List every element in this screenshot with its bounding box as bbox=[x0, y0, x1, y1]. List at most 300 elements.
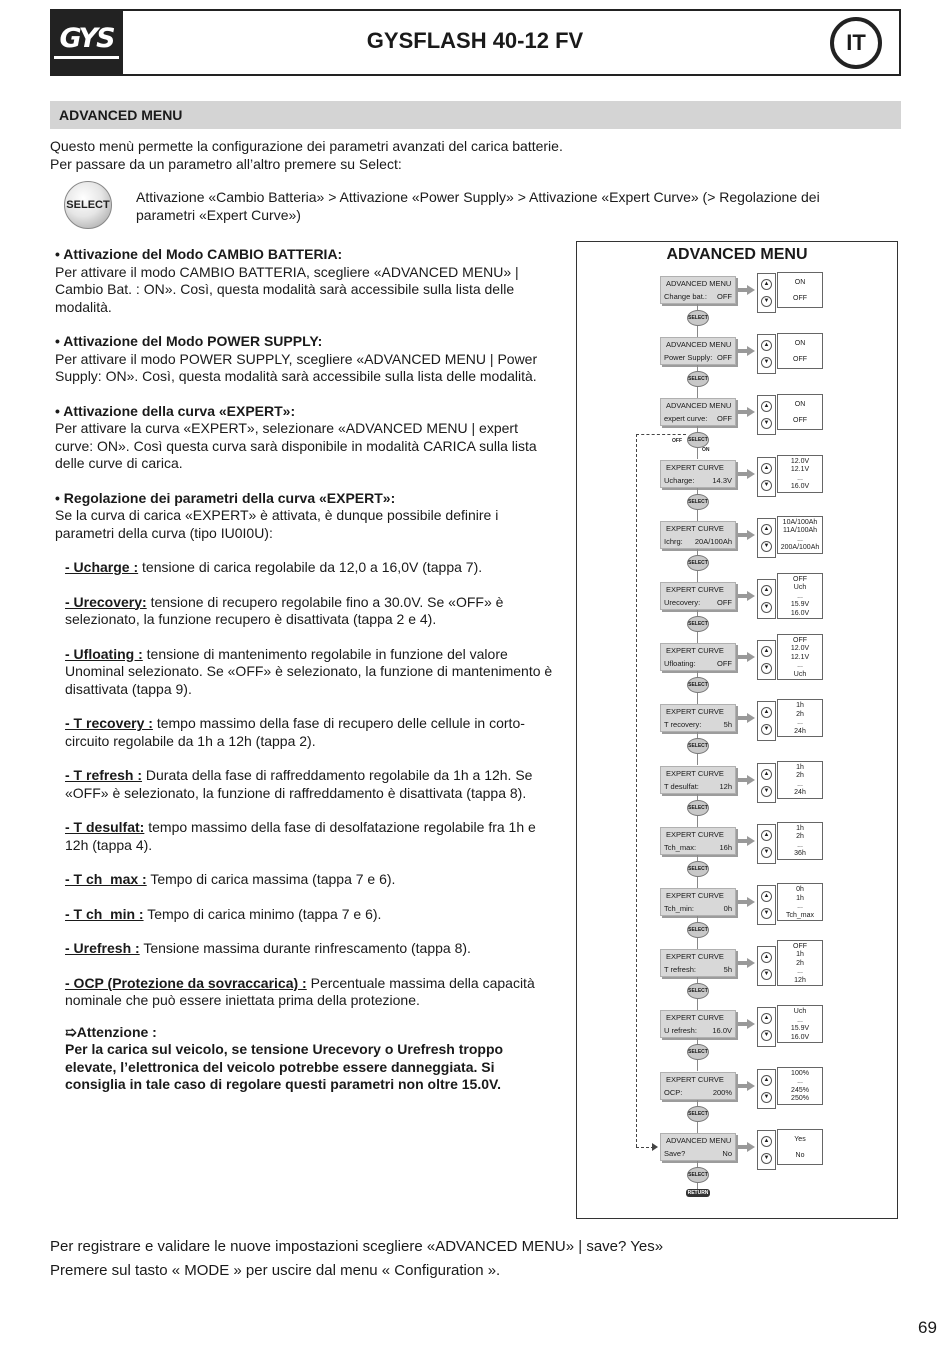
options-box bbox=[777, 822, 823, 860]
language-badge: IT bbox=[830, 17, 882, 69]
lcd-header: EXPERT CURVE bbox=[666, 952, 724, 962]
option-value: Uch bbox=[793, 670, 807, 678]
flow-connector bbox=[697, 571, 698, 582]
param-description: Tempo di carica massima (tappa 7 e 6). bbox=[146, 871, 396, 887]
page-title: GYSFLASH 40-12 FV bbox=[366, 28, 584, 53]
right-arrow-icon bbox=[747, 775, 755, 785]
options-box bbox=[777, 883, 823, 921]
param-term: - T refresh : bbox=[65, 767, 143, 783]
footer-line-2: Premere sul tasto « MODE » per uscire dal menu « Configuration ». bbox=[50, 1262, 501, 1279]
lcd-row bbox=[664, 290, 732, 303]
options-box bbox=[777, 699, 823, 737]
lcd-screen bbox=[660, 643, 736, 671]
lcd-value: 5h bbox=[723, 965, 732, 975]
advanced-menu-diagram bbox=[576, 241, 898, 1219]
option-value: 100% bbox=[791, 1069, 809, 1077]
option-value: 16.0V bbox=[790, 609, 810, 617]
param-item bbox=[55, 646, 555, 699]
lcd-label: Ichrg: bbox=[664, 536, 683, 546]
left-column bbox=[55, 246, 555, 1094]
param-description: Percentuale massima della capacità nominale che può essere iniettata prima della protezione. bbox=[65, 974, 535, 1008]
option-value: 1h bbox=[796, 763, 804, 771]
lcd-row bbox=[664, 535, 732, 548]
lcd-row bbox=[664, 1086, 732, 1099]
right-arrow-icon bbox=[747, 1142, 755, 1152]
up-arrow-icon: ▲ bbox=[761, 463, 772, 474]
flow-connector bbox=[697, 632, 698, 643]
option-value: Yes bbox=[794, 1135, 806, 1143]
lcd-value: 16.0V bbox=[712, 1026, 732, 1036]
flow-connector bbox=[697, 693, 698, 704]
up-down-buttons bbox=[757, 395, 776, 435]
option-value: 245% bbox=[791, 1086, 809, 1094]
lcd-header: EXPERT CURVE bbox=[666, 462, 724, 472]
bypass-dashed-line bbox=[636, 434, 637, 1146]
flow-connector bbox=[697, 326, 698, 337]
select-step-icon: SELECT bbox=[687, 371, 709, 387]
right-arrow-icon bbox=[747, 285, 755, 295]
lcd-header: ADVANCED MENU bbox=[666, 1135, 732, 1145]
flow-connector bbox=[697, 510, 698, 521]
option-value: ON bbox=[794, 401, 806, 409]
param-description: Tempo di carica minimo (tappa 7 e 6). bbox=[143, 905, 382, 922]
option-value: OFF bbox=[793, 636, 807, 644]
flow-connector bbox=[697, 794, 698, 800]
option-value: OFF bbox=[793, 942, 807, 950]
right-arrow-icon bbox=[747, 1019, 755, 1029]
option-value: 15.9V bbox=[790, 601, 810, 609]
option-value: 16.0V bbox=[790, 1033, 810, 1041]
lcd-screen bbox=[660, 1072, 736, 1100]
option-value: 200A/100Ah bbox=[780, 544, 820, 552]
param-term: - Ufloating : bbox=[65, 645, 143, 662]
lcd-label: Save? bbox=[664, 1148, 686, 1158]
option-value: ... bbox=[797, 780, 803, 788]
lcd-label: Tch_min: bbox=[664, 904, 695, 913]
down-arrow-icon: ▼ bbox=[761, 1092, 772, 1103]
lcd-row bbox=[664, 1024, 732, 1037]
option-value: No bbox=[795, 1151, 805, 1159]
lcd-value: OFF bbox=[717, 292, 732, 301]
select-step-icon: SELECT bbox=[687, 1106, 709, 1122]
lcd-value: 200% bbox=[712, 1087, 732, 1097]
option-value: 1h bbox=[796, 894, 804, 902]
down-arrow-icon: ▼ bbox=[761, 847, 772, 858]
up-arrow-icon: ▲ bbox=[761, 1075, 772, 1086]
right-arrow-icon bbox=[747, 836, 755, 846]
param-term: - OCP (Protezione da sovraccarica) : bbox=[65, 974, 307, 991]
param-item bbox=[55, 819, 555, 854]
expert-curve-text: Per attivare la curva «EXPERT», selezionare «ADVANCED MENU | expert curve: ON». Così questa curva sarà disponibile in modalità CARICA sulla lista delle curve di carica. bbox=[55, 420, 537, 471]
down-arrow-icon: ▼ bbox=[761, 602, 772, 613]
options-box bbox=[777, 394, 823, 430]
lcd-row bbox=[664, 902, 732, 915]
option-value: Uch bbox=[793, 1008, 807, 1016]
lcd-header: ADVANCED MENU bbox=[666, 340, 732, 350]
right-arrow-icon bbox=[747, 713, 755, 723]
mode-battery-title: • Attivazione del Modo CAMBIO BATTERIA: bbox=[55, 246, 343, 262]
right-arrow-icon bbox=[747, 897, 755, 907]
option-value: 16.0V bbox=[790, 483, 810, 491]
lcd-header: ADVANCED MENU bbox=[666, 401, 732, 411]
lcd-value: OFF bbox=[717, 659, 732, 669]
select-step-icon: SELECT bbox=[687, 494, 709, 510]
flow-connector bbox=[697, 448, 698, 459]
options-box bbox=[777, 1067, 823, 1105]
diagram-title: ADVANCED MENU bbox=[666, 246, 808, 263]
lcd-value: OFF bbox=[717, 414, 732, 424]
lcd-header: EXPERT CURVE bbox=[666, 585, 724, 594]
param-term: - Ucharge : bbox=[65, 559, 139, 575]
param-term: - T ch_max : bbox=[65, 871, 147, 887]
option-value: 1h bbox=[796, 702, 804, 710]
lcd-screen bbox=[660, 398, 736, 426]
lcd-header: EXPERT CURVE bbox=[666, 829, 724, 839]
option-value: 12.0V bbox=[790, 645, 810, 653]
lcd-label: T recovery: bbox=[664, 720, 702, 730]
option-value: 1h bbox=[796, 824, 804, 832]
param-item bbox=[55, 906, 555, 924]
intro-line-1: Questo menù permette la configurazione dei parametri avanzati del carica batterie. bbox=[50, 138, 563, 154]
option-value: 12h bbox=[794, 976, 806, 984]
right-arrow-icon bbox=[747, 652, 755, 662]
down-arrow-icon: ▼ bbox=[761, 1030, 772, 1041]
down-arrow-icon: ▼ bbox=[761, 969, 772, 980]
option-value: OFF bbox=[793, 356, 807, 364]
lcd-value: 16h bbox=[719, 842, 732, 852]
up-down-buttons bbox=[757, 273, 776, 313]
option-value: Tch_max bbox=[785, 911, 814, 919]
options-box bbox=[777, 573, 823, 620]
option-value: 12.0V bbox=[790, 457, 810, 465]
select-step-icon: SELECT bbox=[687, 983, 709, 999]
up-down-buttons bbox=[757, 763, 776, 803]
flow-connector bbox=[697, 855, 698, 861]
up-arrow-icon: ▲ bbox=[761, 830, 772, 841]
lcd-row bbox=[664, 474, 732, 487]
option-value: OFF bbox=[793, 295, 807, 302]
option-value: ... bbox=[797, 662, 803, 670]
select-step-icon: SELECT bbox=[687, 677, 709, 693]
lcd-screen bbox=[660, 827, 736, 855]
option-value: ... bbox=[797, 535, 803, 543]
up-arrow-icon: ▲ bbox=[761, 891, 772, 902]
up-down-buttons bbox=[757, 885, 776, 925]
warning-text: Per la carica sul veicolo, se tensione Urecevory o Urefresh troppo elevate, l’elettronica del veicolo potrebbe essere danneggiata. Si consiglia in tale caso di regolare questi parametri non oltre 15.0V. bbox=[65, 1041, 504, 1092]
right-arrow-icon bbox=[747, 1081, 755, 1091]
param-description: tempo massimo della fase di recupero delle cellule in corto-circuito regolabile da 1h a 12h (tappa 2). bbox=[65, 715, 525, 749]
lcd-label: T desulfat: bbox=[664, 781, 699, 791]
lcd-header: ADVANCED MENU bbox=[666, 279, 732, 288]
option-value: 2h bbox=[796, 833, 804, 841]
down-arrow-icon: ▼ bbox=[761, 480, 772, 491]
option-value: Uch bbox=[793, 584, 807, 592]
down-arrow-icon: ▼ bbox=[761, 418, 772, 429]
lcd-value: OFF bbox=[717, 353, 732, 363]
option-value: OFF bbox=[793, 575, 807, 583]
lcd-label: Ucharge: bbox=[664, 475, 695, 485]
off-branch-label: OFF bbox=[672, 438, 682, 445]
lcd-header: EXPERT CURVE bbox=[666, 768, 724, 778]
down-arrow-icon: ▼ bbox=[761, 724, 772, 735]
select-step-icon: SELECT bbox=[687, 1044, 709, 1060]
lcd-label: U refresh: bbox=[664, 1026, 697, 1036]
option-value: 12.1V bbox=[790, 653, 810, 661]
down-arrow-icon: ▼ bbox=[761, 908, 772, 919]
up-down-buttons bbox=[757, 457, 776, 497]
option-value: ... bbox=[797, 968, 803, 976]
option-value: 2h bbox=[796, 772, 804, 780]
param-description: Tensione massima durante rinfrescamento (tappa 8). bbox=[139, 940, 471, 956]
options-box bbox=[777, 333, 823, 369]
right-arrow-icon bbox=[747, 591, 755, 601]
select-step-icon: SELECT bbox=[687, 432, 709, 448]
lcd-screen bbox=[660, 1010, 736, 1038]
lcd-screen bbox=[660, 337, 736, 365]
section-title: ADVANCED MENU bbox=[59, 107, 183, 123]
options-box bbox=[777, 634, 823, 681]
up-arrow-icon: ▲ bbox=[761, 524, 772, 535]
option-value: 36h bbox=[794, 850, 806, 858]
lcd-value: OFF bbox=[717, 598, 732, 607]
right-arrow-icon bbox=[652, 1143, 658, 1151]
warning-title: ➯Attenzione : bbox=[65, 1023, 157, 1040]
lcd-row bbox=[664, 412, 732, 425]
lcd-value: No bbox=[722, 1148, 732, 1158]
right-arrow-icon bbox=[747, 958, 755, 968]
up-down-buttons bbox=[757, 946, 776, 986]
up-down-buttons bbox=[757, 1069, 776, 1109]
param-item bbox=[55, 594, 555, 629]
lcd-row bbox=[664, 351, 732, 364]
option-value: 2h bbox=[796, 710, 804, 718]
lcd-screen bbox=[660, 582, 736, 610]
param-term: - T ch_min : bbox=[65, 905, 144, 922]
right-arrow-icon bbox=[747, 346, 755, 356]
lcd-label: Change bat.: bbox=[664, 292, 707, 301]
up-arrow-icon: ▲ bbox=[761, 1136, 772, 1147]
down-arrow-icon: ▼ bbox=[761, 1153, 772, 1164]
param-description: tensione di recupero regolabile fino a 30.0V. Se «OFF» è selezionato, la funzione recupero è disattivata (tappa 2 e 4). bbox=[65, 593, 504, 627]
option-value: ... bbox=[797, 841, 803, 849]
expert-params-title: • Regolazione dei parametri della curva «EXPERT»: bbox=[55, 489, 396, 506]
up-arrow-icon: ▲ bbox=[761, 952, 772, 963]
lcd-value: 14.3V bbox=[712, 475, 732, 485]
option-value: ... bbox=[797, 1016, 803, 1024]
up-arrow-icon: ▲ bbox=[761, 646, 772, 657]
mode-power-title: • Attivazione del Modo POWER SUPPLY: bbox=[55, 333, 323, 349]
select-step-icon: SELECT bbox=[687, 800, 709, 816]
logo-text: GYS bbox=[59, 23, 114, 54]
select-step-icon: SELECT bbox=[687, 616, 709, 632]
flow-connector bbox=[697, 488, 698, 494]
return-button-icon: RETURN bbox=[687, 1189, 709, 1196]
option-value: ... bbox=[797, 474, 803, 482]
option-value: 24h bbox=[794, 789, 806, 797]
option-value: 250% bbox=[791, 1095, 809, 1103]
flow-connector bbox=[697, 1161, 698, 1167]
option-value: ... bbox=[797, 903, 803, 910]
option-value: ON bbox=[794, 279, 806, 286]
page-number: 69 bbox=[918, 1318, 937, 1337]
param-term: - Urecovery: bbox=[65, 593, 147, 610]
up-arrow-icon: ▲ bbox=[761, 585, 772, 596]
lcd-label: Urecovery: bbox=[664, 598, 701, 607]
up-arrow-icon: ▲ bbox=[761, 279, 772, 290]
expert-curve-title: • Attivazione della curva «EXPERT»: bbox=[55, 402, 296, 419]
param-description: Durata della fase di raffreddamento regolabile da 1h a 12h. Se «OFF» è selezionato, la funzione di raffreddamento è disattivata (tappa 8). bbox=[65, 767, 533, 801]
down-arrow-icon: ▼ bbox=[761, 663, 772, 674]
lcd-header: EXPERT CURVE bbox=[666, 646, 724, 656]
up-down-buttons bbox=[757, 701, 776, 741]
lcd-row bbox=[664, 596, 732, 609]
expert-params-text: Se la curva di carica «EXPERT» è attivata, è dunque possibile definire i parametri della curva (tipo IU0I0U): bbox=[55, 507, 499, 541]
param-list bbox=[55, 559, 555, 1010]
footer-line-1: Per registrare e validare le nuove impostazioni scegliere «ADVANCED MENU» | save? Yes» bbox=[50, 1238, 664, 1255]
down-arrow-icon: ▼ bbox=[761, 541, 772, 552]
up-down-buttons bbox=[757, 824, 776, 864]
lcd-header: EXPERT CURVE bbox=[666, 523, 724, 533]
lcd-screen bbox=[660, 888, 736, 916]
flow-connector bbox=[697, 754, 698, 765]
up-down-buttons bbox=[757, 1007, 776, 1047]
lcd-screen bbox=[660, 521, 736, 549]
param-description: tempo massimo della fase di desolfatazione regolabile fra 1h e 12h (tappa 4). bbox=[65, 819, 536, 853]
lcd-screen bbox=[660, 949, 736, 977]
logo-bar bbox=[54, 56, 119, 59]
lcd-label: Power Supply: bbox=[664, 353, 713, 363]
flow-connector bbox=[697, 999, 698, 1010]
lcd-header: EXPERT CURVE bbox=[666, 1074, 724, 1084]
select-step-icon: SELECT bbox=[687, 861, 709, 877]
lcd-row bbox=[664, 963, 732, 976]
options-box bbox=[777, 1005, 823, 1043]
lcd-label: Ufloating: bbox=[664, 659, 696, 669]
lcd-screen bbox=[660, 766, 736, 794]
option-value: 0h bbox=[796, 886, 804, 893]
on-branch-label: ON bbox=[702, 447, 710, 454]
intro-line-2: Per passare da un parametro all’altro premere su Select: bbox=[50, 156, 402, 172]
flow-connector bbox=[697, 1183, 698, 1189]
up-down-buttons bbox=[757, 579, 776, 619]
option-value: ON bbox=[794, 340, 806, 348]
right-arrow-icon bbox=[747, 469, 755, 479]
up-arrow-icon: ▲ bbox=[761, 769, 772, 780]
lcd-value: 20A/100Ah bbox=[694, 536, 732, 546]
mode-battery-text: Per attivare il modo CAMBIO BATTERIA, scegliere «ADVANCED MENU» | Cambio Bat. : ON». Così, questa modalità sarà accessibile sulla lista delle modalità. bbox=[55, 263, 519, 315]
lcd-row bbox=[664, 780, 732, 793]
right-arrow-icon bbox=[747, 530, 755, 540]
lcd-label: OCP: bbox=[664, 1087, 683, 1097]
lcd-header: EXPERT CURVE bbox=[666, 1013, 724, 1023]
lcd-screen bbox=[660, 276, 736, 304]
option-value: 10A/100Ah bbox=[782, 518, 818, 526]
options-box bbox=[777, 940, 823, 987]
option-value: 12.1V bbox=[790, 466, 810, 474]
flow-connector bbox=[697, 1060, 698, 1071]
select-step-icon: SELECT bbox=[687, 738, 709, 754]
lcd-screen bbox=[660, 704, 736, 732]
option-value: OFF bbox=[793, 417, 807, 425]
lcd-row bbox=[664, 841, 732, 854]
param-description: tensione di mantenimento regolabile in funzione del valore Unominal selezionato. Se «OFF» è selezionato, la funzione di mantenimento è disattivata (tappa 9). bbox=[65, 645, 553, 697]
up-down-buttons bbox=[757, 334, 776, 374]
select-step-icon: SELECT bbox=[687, 555, 709, 571]
param-item bbox=[55, 559, 555, 577]
up-arrow-icon: ▲ bbox=[761, 401, 772, 412]
param-item bbox=[55, 871, 555, 889]
right-arrow-icon bbox=[747, 407, 755, 417]
up-arrow-icon: ▲ bbox=[761, 707, 772, 718]
menu-sequence: Attivazione «Cambio Batteria» > Attivazione «Power Supply» > Attivazione «Expert Curve» (> Regolazione dei parametri «Expert Curve») bbox=[136, 189, 820, 223]
lcd-row bbox=[664, 657, 732, 670]
lcd-label: Tch_max: bbox=[664, 842, 697, 852]
option-value: ... bbox=[797, 719, 803, 727]
flow-connector bbox=[697, 938, 698, 949]
flow-connector bbox=[697, 877, 698, 888]
options-box bbox=[777, 1129, 823, 1165]
select-step-icon: SELECT bbox=[687, 922, 709, 938]
flow-connector bbox=[697, 387, 698, 398]
bypass-dashed-line bbox=[636, 434, 686, 435]
lcd-header: EXPERT CURVE bbox=[666, 891, 724, 900]
options-box bbox=[777, 272, 823, 308]
lcd-value: 12h bbox=[719, 781, 732, 791]
up-down-buttons bbox=[757, 640, 776, 680]
param-description: tensione di carica regolabile da 12,0 a 16,0V (tappa 7). bbox=[138, 559, 483, 575]
param-item bbox=[55, 975, 555, 1010]
flow-connector bbox=[697, 816, 698, 827]
option-value: 1h bbox=[796, 951, 804, 959]
options-box bbox=[777, 516, 823, 554]
gys-logo bbox=[50, 9, 123, 76]
param-item bbox=[55, 767, 555, 802]
option-value: 15.9V bbox=[790, 1025, 810, 1033]
option-value: ... bbox=[797, 1078, 803, 1086]
down-arrow-icon: ▼ bbox=[761, 786, 772, 797]
select-step-icon: SELECT bbox=[687, 310, 709, 326]
up-arrow-icon: ▲ bbox=[761, 1013, 772, 1024]
down-arrow-icon: ▼ bbox=[761, 296, 772, 307]
select-step-icon: SELECT bbox=[687, 1167, 709, 1183]
lcd-screen bbox=[660, 1133, 736, 1161]
lcd-header: EXPERT CURVE bbox=[666, 707, 724, 717]
lcd-label: expert curve: bbox=[664, 414, 708, 424]
lcd-row bbox=[664, 1147, 732, 1160]
option-value: 24h bbox=[794, 727, 806, 735]
mode-power-text: Per attivare il modo POWER SUPPLY, scegliere «ADVANCED MENU | Power Supply: ON». Così, questa modalità sarà accessibile sulla lista delle modalità. bbox=[55, 350, 538, 384]
option-value: 2h bbox=[796, 959, 804, 967]
param-term: - T recovery : bbox=[65, 715, 153, 731]
up-arrow-icon: ▲ bbox=[761, 340, 772, 351]
lcd-row bbox=[664, 718, 732, 731]
param-term: - T desulfat: bbox=[65, 819, 145, 835]
options-box bbox=[777, 761, 823, 799]
up-down-buttons bbox=[757, 518, 776, 558]
down-arrow-icon: ▼ bbox=[761, 357, 772, 368]
param-item bbox=[55, 715, 555, 750]
flow-connector bbox=[697, 549, 698, 555]
lcd-value: 0h bbox=[723, 904, 732, 913]
lcd-value: 5h bbox=[723, 720, 732, 730]
option-value: ... bbox=[797, 592, 803, 600]
option-value: 11A/100Ah bbox=[782, 527, 818, 535]
up-down-buttons bbox=[757, 1130, 776, 1170]
select-button-icon: SELECT bbox=[64, 181, 112, 229]
options-box bbox=[777, 455, 823, 493]
lcd-label: T refresh: bbox=[664, 965, 696, 975]
param-item bbox=[55, 940, 555, 958]
